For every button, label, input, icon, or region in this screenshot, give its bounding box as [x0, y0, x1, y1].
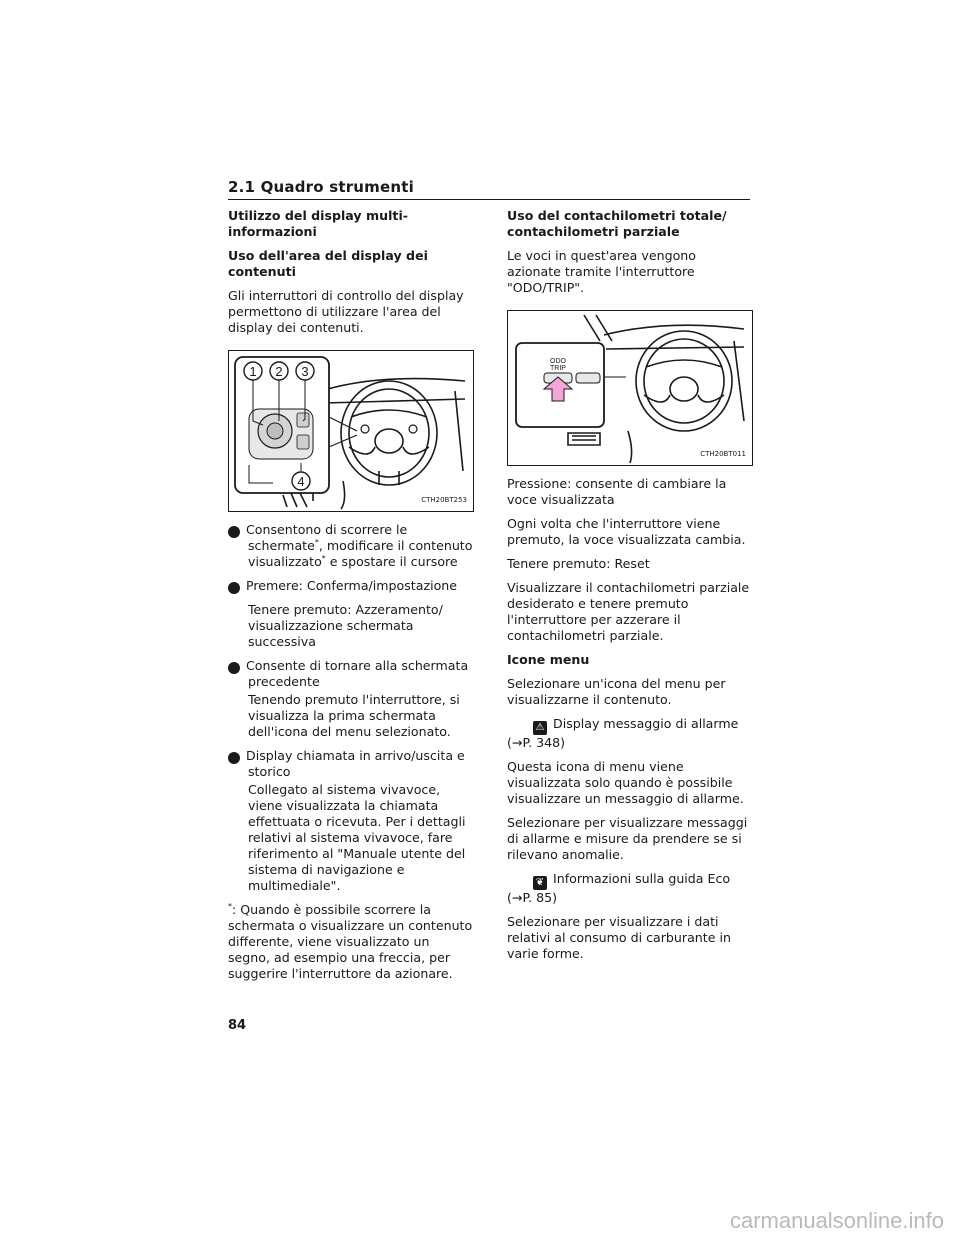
- item-2-detail: Tenere premuto: Azzeramento/ visualizzazione schermata successiva: [248, 602, 443, 649]
- callout-1: [244, 362, 262, 380]
- item-number: 2: [228, 582, 240, 594]
- odo-intro: Le voci in quest'area vengono azionate tramite l'interruttore "ODO/TRIP".: [507, 248, 696, 295]
- page-number: 84: [228, 1018, 247, 1033]
- item-2: 2 Premere: Conferma/impostazione: [220, 578, 458, 593]
- page-ref: (→P. 348): [507, 735, 566, 750]
- svg-text:4: 4: [297, 474, 305, 489]
- item-number: 4: [228, 752, 240, 764]
- menu-item-eco: ❦ Informazioni sulla guida Eco (→P. 85): [507, 871, 731, 905]
- odo-trip-illustration: [508, 311, 752, 465]
- para-warning-1: Questa icona di menu viene visualizzata solo quando è possibile visualizzare un messaggio di allarme.: [507, 759, 744, 806]
- switch-label-odo: ODO: [550, 358, 566, 365]
- menu-item-warning: ⚠ Display messaggio di allarme (→P. 348): [507, 716, 739, 750]
- figure-code: CTH20BT253: [421, 496, 467, 504]
- eco-leaf-icon: ❦: [533, 876, 547, 890]
- warning-triangle-icon: ⚠: [533, 721, 547, 735]
- para-warning-2: Selezionare per visualizzare messaggi di allarme e misure da prendere se si rilevano anomalie.: [507, 815, 748, 862]
- figure-odo-trip-switch: [507, 310, 753, 466]
- para-press-detail: Ogni volta che l'interruttore viene premuto, la voce visualizzata cambia.: [507, 516, 746, 547]
- para-press: Pressione: consente di cambiare la voce visualizzata: [507, 476, 727, 507]
- watermark: carmanualsonline.info: [729, 1208, 944, 1233]
- heading-content-area: Uso dell'area del display dei contenuti: [228, 248, 428, 279]
- heading-odometer: Uso del contachilometri totale/ contachilometri parziale: [507, 208, 727, 239]
- figure-code: CTH20BT011: [700, 450, 746, 458]
- item-number: 3: [228, 662, 240, 674]
- switch-label-trip: TRIP: [550, 365, 566, 372]
- section-header: [228, 178, 750, 200]
- item-3-detail: Tenendo premuto l'interruttore, si visualizza la prima schermata dell'icona del menu selezionato.: [248, 692, 460, 739]
- figure-display-switches: [228, 350, 474, 512]
- item-1: 1 Consentono di scorrere le schermate*, modificare il contenuto visualizzato* e spostare il cursore: [220, 522, 473, 569]
- item-4-detail: Collegato al sistema vivavoce, viene visualizzata la chiamata effettuata o ricevuta. Per i dettagli relativi al sistema vivavoce, fare riferimento al "Manuale utente del sistema di navigazione e multimediale".: [248, 782, 466, 893]
- heading-multi-info: Utilizzo del display multi-informazioni: [228, 208, 408, 239]
- svg-text:2: 2: [275, 364, 283, 379]
- para-reset: Visualizzare il contachilometri parziale desiderato e tenere premuto l'interruttore per azzerare il contachilometri parziale.: [507, 580, 750, 643]
- heading-menu-icons: Icone menu: [507, 652, 590, 667]
- callout-2: [270, 362, 288, 380]
- svg-text:3: 3: [301, 364, 309, 379]
- footnote: *: Quando è possibile scorrere la schermata o visualizzare un contenuto differente, viene visualizzato un segno, ad esempio una freccia, per suggerire l'interruttore da azionare.: [228, 901, 473, 981]
- para-hold: Tenere premuto: Reset: [507, 556, 650, 571]
- svg-text:1: 1: [249, 364, 257, 379]
- page-ref: (→P. 85): [507, 890, 558, 905]
- item-3: 3 Consente di tornare alla schermata precedente: [220, 658, 469, 689]
- callout-3: [296, 362, 314, 380]
- item-number: 1: [228, 526, 240, 538]
- para-eco: Selezionare per visualizzare i dati relativi al consumo di carburante in varie forme.: [507, 914, 731, 961]
- left-column: [220, 208, 474, 990]
- right-column: [507, 208, 753, 970]
- intro-paragraph: Gli interruttori di controllo del display permettono di utilizzare l'area del display dei contenuti.: [228, 288, 464, 335]
- callout-4: [292, 472, 310, 490]
- item-4: 4 Display chiamata in arrivo/uscita e storico: [220, 748, 465, 779]
- section-title: 2.1 Quadro strumenti: [228, 178, 414, 196]
- dashboard-illustration: [229, 351, 473, 511]
- para-menu: Selezionare un'icona del menu per visualizzarne il contenuto.: [507, 676, 726, 707]
